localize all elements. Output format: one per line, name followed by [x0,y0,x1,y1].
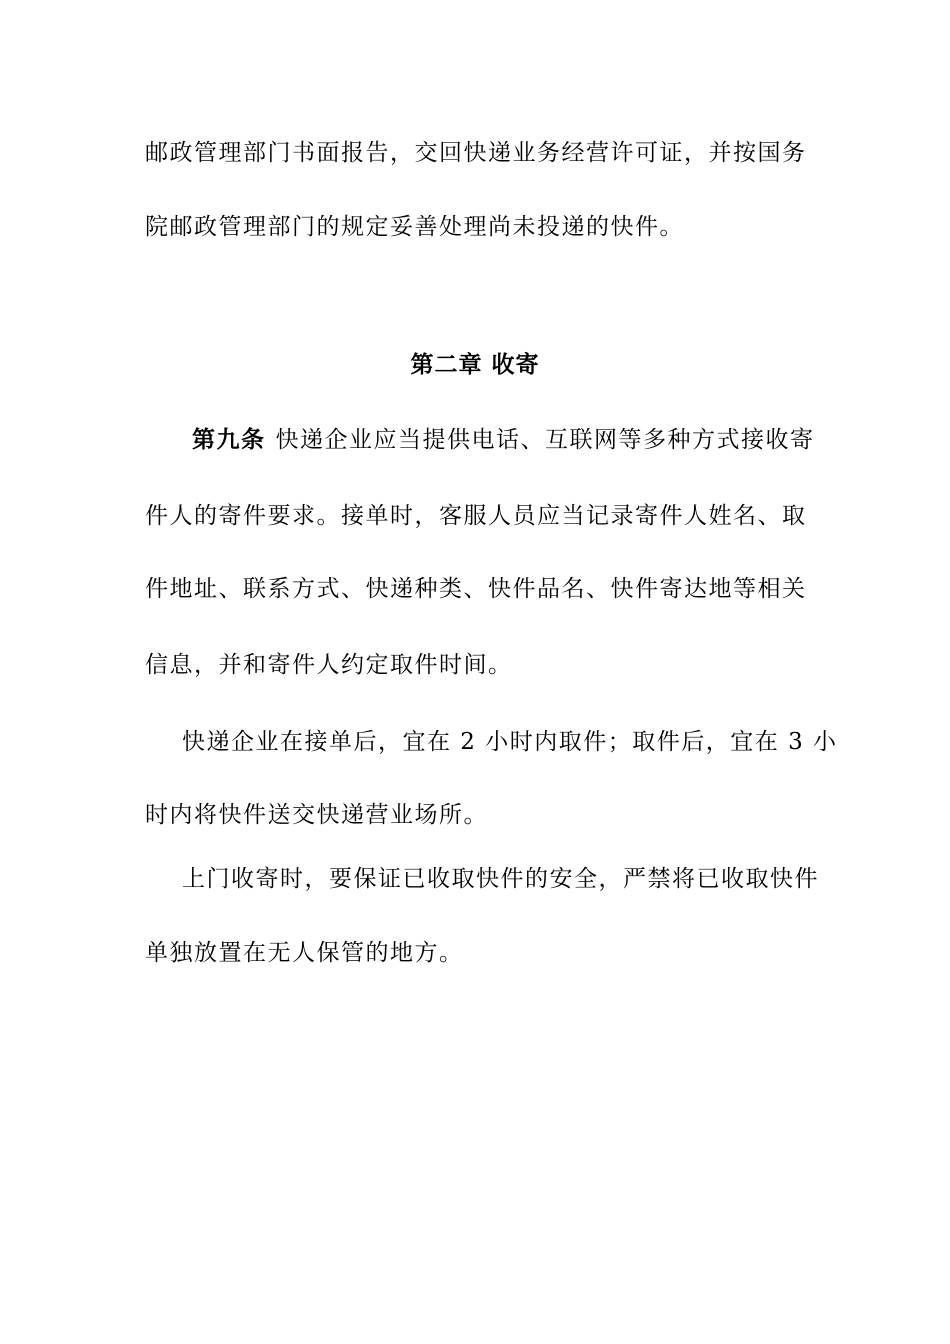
article-number: 第九条 [192,426,266,453]
pickup-time-line-1: 快递企业在接单后，宜在 2 小时内取件；取件后，宜在 3 小 [182,729,838,755]
article-9-line-1-text: 快递企业应当提供电话、互联网等多种方式接收寄 [275,427,815,453]
article-9-line-1 [192,424,815,456]
pickup-time-line-2: 时内将快件送交快递营业场所。 [145,802,488,828]
chapter-title: 第二章 收寄 [410,351,540,378]
article-9-line-4: 信息，并和寄件人约定取件时间。 [145,652,513,678]
article-9-line-2: 件人的寄件要求。接单时，客服人员应当记录寄件人姓名、取 [145,503,807,529]
article-9-line-3: 件地址、联系方式、快递种类、快件品名、快件寄达地等相关 [145,576,807,602]
safety-line-1: 上门收寄时，要保证已收取快件的安全，严禁将已收取快件 [182,866,819,892]
continuation-line-1: 邮政管理部门书面报告，交回快递业务经营许可证，并按国务 [145,140,807,166]
safety-line-2: 单独放置在无人保管的地方。 [145,940,464,966]
continuation-line-2: 院邮政管理部门的规定妥善处理尚未投递的快件。 [145,214,684,240]
